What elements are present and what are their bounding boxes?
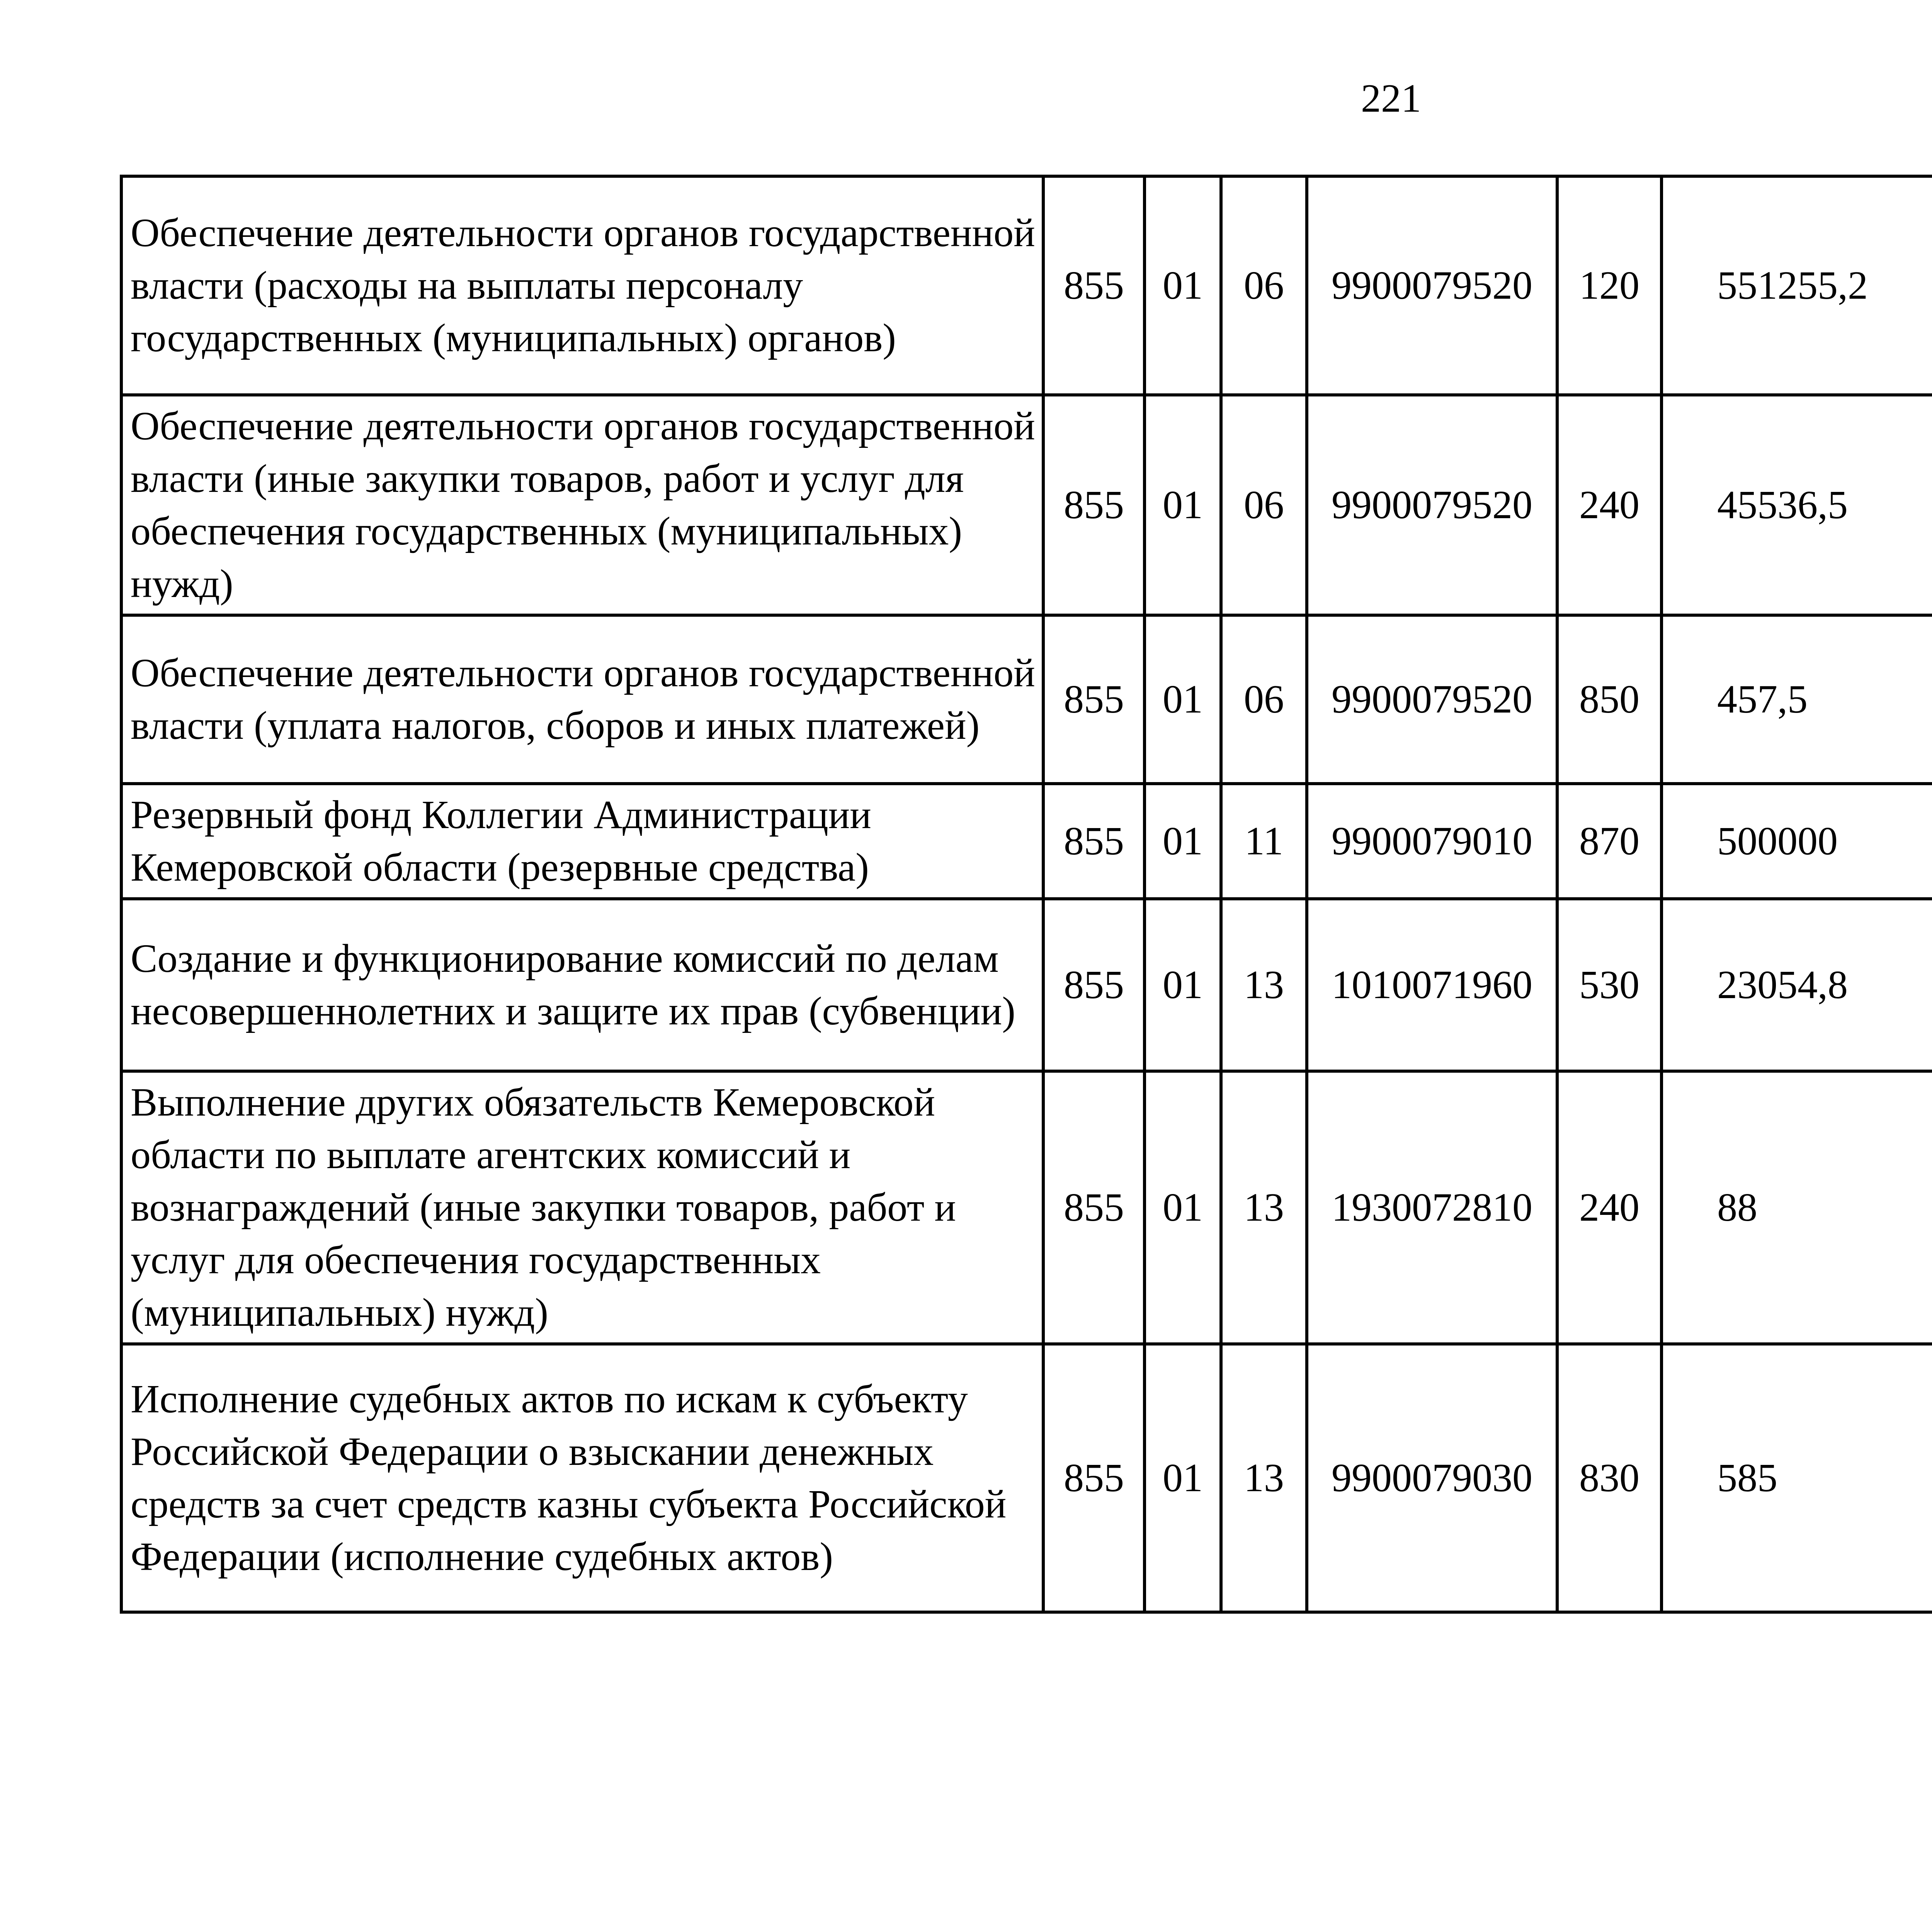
table-row	[121, 1071, 1932, 1344]
ministry-code: 855	[1043, 784, 1145, 899]
subsection-code: 13	[1221, 1071, 1307, 1344]
amount-1: 88	[1662, 1071, 1932, 1344]
expense-type-code: 240	[1557, 395, 1662, 615]
subsection-code: 06	[1221, 395, 1307, 615]
amount-1: 585	[1662, 1344, 1932, 1612]
section-code: 01	[1145, 784, 1221, 899]
page-number: 221	[1361, 76, 1421, 121]
amount-1: 457,5	[1662, 615, 1932, 784]
row-name: Резервный фонд Коллегии Администрации Кемеровской области (резервные средства)	[121, 784, 1043, 899]
ministry-code: 855	[1043, 1071, 1145, 1344]
target-article-code: 1930072810	[1307, 1071, 1557, 1344]
row-name: Исполнение судебных актов по искам к субъекту Российской Федерации о взыскании денежных средств за счет средств казны субъекта Российской Федерации (исполнение судебных актов)	[121, 1344, 1043, 1612]
table-row	[121, 176, 1932, 395]
target-article-code: 9900079010	[1307, 784, 1557, 899]
row-name: Обеспечение деятельности органов государственной власти (иные закупки товаров, работ и услуг для обеспечения государственных (муниципальных) нужд)	[121, 395, 1043, 615]
amount-1: 500000	[1662, 784, 1932, 899]
table-body	[121, 176, 1932, 1612]
amount-1: 23054,8	[1662, 899, 1932, 1071]
ministry-code: 855	[1043, 176, 1145, 395]
expense-type-code: 240	[1557, 1071, 1662, 1344]
row-name: Создание и функционирование комиссий по делам несовершеннолетних и защите их прав (субвенции)	[121, 899, 1043, 1071]
table-row	[121, 395, 1932, 615]
target-article-code: 1010071960	[1307, 899, 1557, 1071]
expense-type-code: 850	[1557, 615, 1662, 784]
section-code: 01	[1145, 1344, 1221, 1612]
table-row	[121, 1344, 1932, 1612]
target-article-code: 9900079520	[1307, 615, 1557, 784]
ministry-code: 855	[1043, 615, 1145, 784]
target-article-code: 9900079030	[1307, 1344, 1557, 1612]
budget-table	[120, 175, 1932, 1614]
row-name: Обеспечение деятельности органов государственной власти (расходы на выплаты персоналу государственных (муниципальных) органов)	[121, 176, 1043, 395]
table-row	[121, 899, 1932, 1071]
ministry-code: 855	[1043, 899, 1145, 1071]
ministry-code: 855	[1043, 395, 1145, 615]
expense-type-code: 870	[1557, 784, 1662, 899]
section-code: 01	[1145, 176, 1221, 395]
section-code: 01	[1145, 1071, 1221, 1344]
target-article-code: 9900079520	[1307, 395, 1557, 615]
row-name: Обеспечение деятельности органов государственной власти (уплата налогов, сборов и иных платежей)	[121, 615, 1043, 784]
subsection-code: 06	[1221, 176, 1307, 395]
section-code: 01	[1145, 395, 1221, 615]
row-name: Выполнение других обязательств Кемеровской области по выплате агентских комиссий и вознаграждений (иные закупки товаров, работ и услуг для обеспечения государственных (муниципальных) нужд)	[121, 1071, 1043, 1344]
ministry-code: 855	[1043, 1344, 1145, 1612]
expense-type-code: 120	[1557, 176, 1662, 395]
table-row	[121, 615, 1932, 784]
amount-1: 551255,2	[1662, 176, 1932, 395]
section-code: 01	[1145, 899, 1221, 1071]
expense-type-code: 830	[1557, 1344, 1662, 1612]
section-code: 01	[1145, 615, 1221, 784]
amount-1: 45536,5	[1662, 395, 1932, 615]
table-row	[121, 784, 1932, 899]
subsection-code: 13	[1221, 899, 1307, 1071]
subsection-code: 13	[1221, 1344, 1307, 1612]
expense-type-code: 530	[1557, 899, 1662, 1071]
subsection-code: 06	[1221, 615, 1307, 784]
target-article-code: 9900079520	[1307, 176, 1557, 395]
subsection-code: 11	[1221, 784, 1307, 899]
